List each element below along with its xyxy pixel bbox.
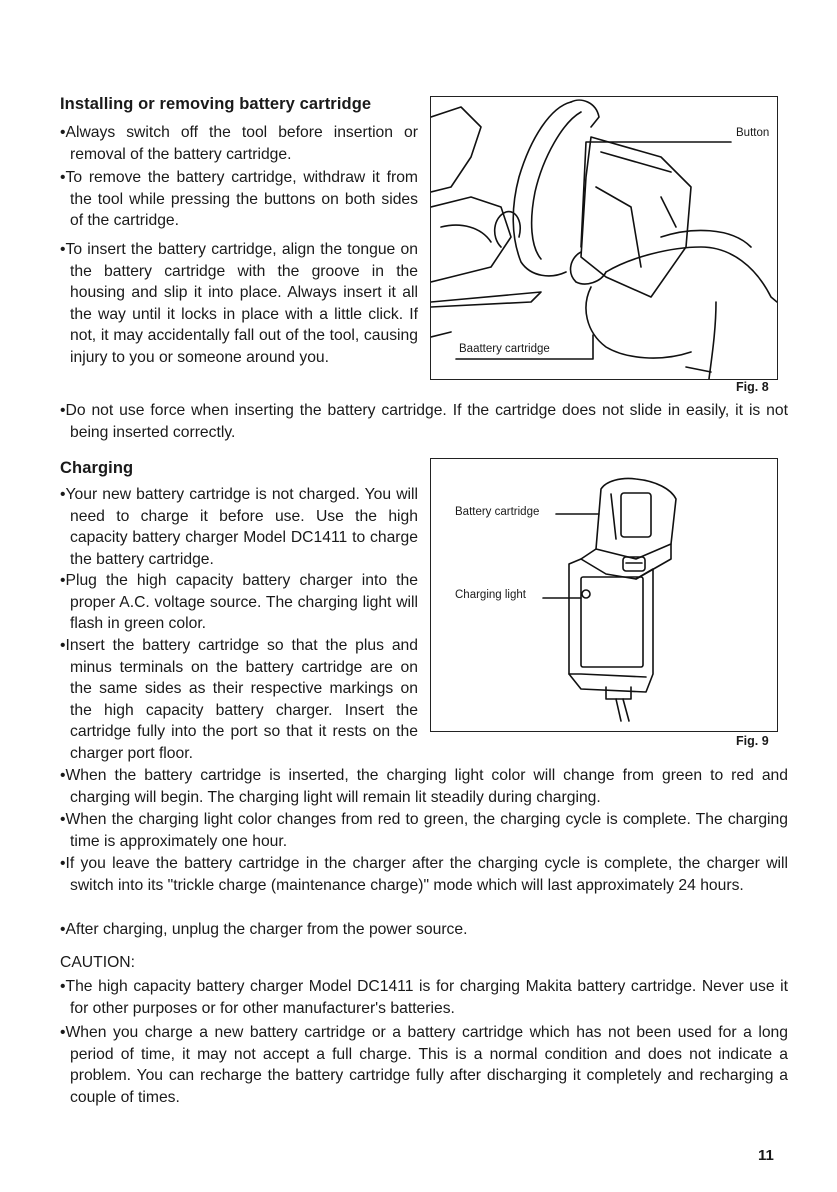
bullet-no-force: •Do not use force when inserting the battery cartridge. If the cartridge does not slide in easily, it is not being inserted correctly.	[60, 402, 788, 441]
callout-charging-light: Charging light	[455, 589, 526, 601]
bullet-switch-off: •Always switch off the tool before insertion or removal of the battery cartridge.	[60, 124, 418, 163]
caution-bullet-model: •The high capacity battery charger Model DC1411 is for charging Makita battery cartridge. Never use it for other purposes or for other manufacturer's batteries.	[60, 978, 788, 1017]
callout-button: Button	[736, 127, 770, 139]
callout-battery-cartridge-charger: Battery cartridge	[455, 506, 540, 518]
bullet-insert-cartridge: •To insert the battery cartridge, align the tongue on the battery cartridge with the groove in the housing and slip it into place. Always insert it all the way until it locks in place with a little click. If not, it may accidentally fall out of the tool, causing injury to you or someone around you.	[60, 241, 418, 366]
bullet-unplug: •After charging, unplug the charger from the power source.	[60, 921, 468, 938]
tool-battery-drawing	[431, 97, 777, 379]
bullet-insert-terminals: •Insert the battery cartridge so that the plus and minus terminals on the battery cartridge are on the same sides as their respective markings on the high capacity battery charger. Insert the cartridge fully into the port so that it rests on the charger port floor.	[60, 637, 418, 762]
caution-title: CAUTION:	[60, 954, 135, 971]
figure-9-illustration	[430, 458, 778, 732]
bullet-not-charged: •Your new battery cartridge is not charged. You will need to charge it before use. Use the high capacity battery charger Model DC1411 to charge the battery cartridge.	[60, 486, 418, 568]
section-heading-installing: Installing or removing battery cartridge	[60, 95, 372, 113]
bullet-trickle-charge: •If you leave the battery cartridge in the charger after the charging cycle is complete, the charger will switch into its "trickle charge (maintenance charge)" mode which will last approximately 24 hours.	[60, 855, 788, 894]
bullet-light-green-red: •When the battery cartridge is inserted, the charging light color will change from green to red and charging will begin. The charging light will remain lit steadily during charging.	[60, 767, 788, 806]
caution-bullet-new-cartridge: •When you charge a new battery cartridge or a battery cartridge which has not been used for a long period of time, it may not accept a full charge. This is a normal condition and does not indicate a problem. You can recharge the battery cartridge fully after discharging it completely and recharging a couple of times.	[60, 1024, 788, 1106]
figure-8-label: Fig. 8	[736, 380, 769, 394]
bullet-cycle-complete: •When the charging light color changes from red to green, the charging cycle is complete. The charging time is approximately one hour.	[60, 811, 788, 850]
page-number: 11	[758, 1147, 774, 1164]
bullet-remove-cartridge: •To remove the battery cartridge, withdraw it from the tool while pressing the buttons on both sides of the cartridge.	[60, 169, 418, 230]
bullet-plug-charger: •Plug the high capacity battery charger into the proper A.C. voltage source. The charging light will flash in green color.	[60, 572, 418, 633]
callout-battery-cartridge: Baattery cartridge	[459, 343, 550, 355]
figure-8-illustration	[430, 96, 778, 380]
section-heading-charging: Charging	[60, 459, 134, 477]
figure-9-label: Fig. 9	[736, 734, 769, 748]
